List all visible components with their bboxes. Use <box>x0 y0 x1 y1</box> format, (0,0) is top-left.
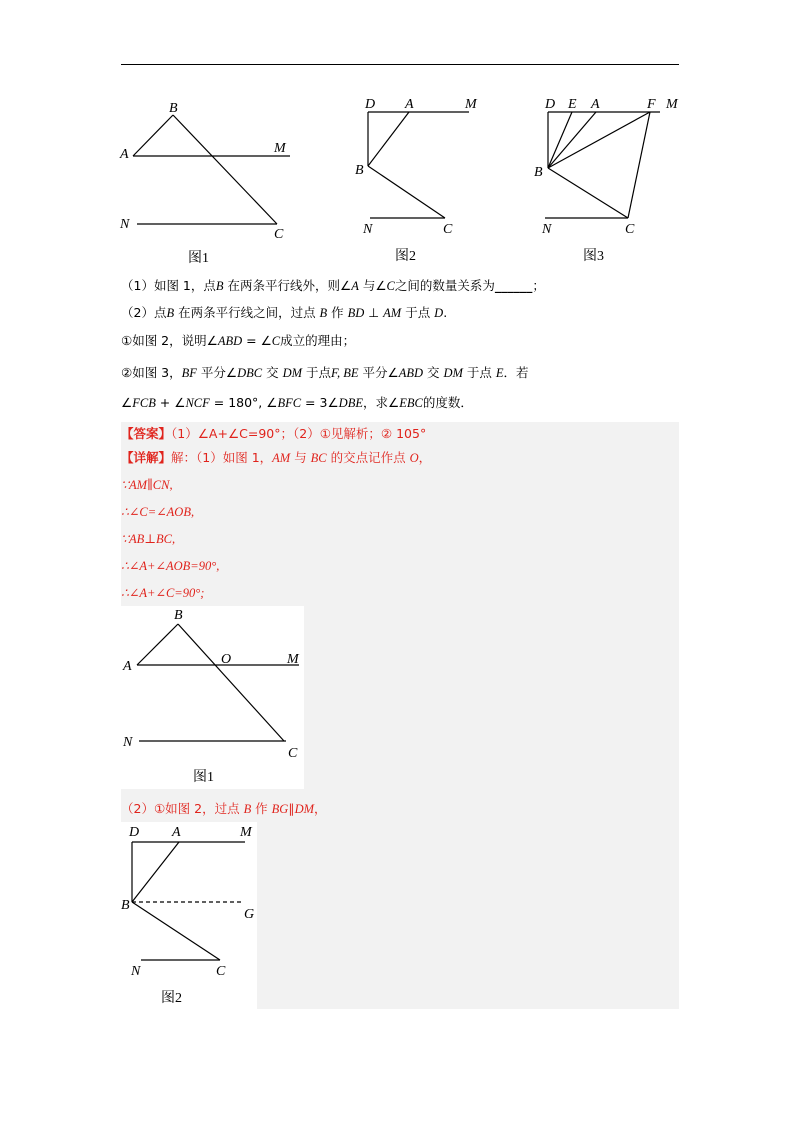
label-B: B <box>355 163 364 178</box>
label-D: D <box>545 97 556 112</box>
question-part2-sub1: ①如图 2，说明∠ABD = ∠C成立的理由； <box>121 333 356 348</box>
label-C: C <box>274 227 284 242</box>
label-B: B <box>534 165 543 180</box>
label-A: A <box>405 97 414 112</box>
answer-line: 【答案】（1）∠A+∠C=90°；（2）①见解析；② 105° <box>121 426 427 441</box>
caption-answer-fig2: 图2 <box>161 991 182 1006</box>
proof-step-2: ∴∠C=∠AOB, <box>121 505 195 519</box>
label-O: O <box>221 652 232 667</box>
label-D: D <box>365 97 376 112</box>
proof-step-1: ∵AM∥CN, <box>121 478 173 492</box>
question-part2-sub2-cont: ∠FCB + ∠NCF = 180°, ∠BFC = 3∠DBE，求∠EBC的度数． <box>121 395 473 410</box>
label-B: B <box>121 898 130 913</box>
part2-line: （2）①如图 2，过点 B 作 BG∥DM， <box>121 801 327 816</box>
label-F: F <box>647 97 656 112</box>
proof-step-3: ∵AB⊥BC, <box>121 532 176 546</box>
question-part2: （2）点B 在两条平行线之间，过点 B 作 BD ⊥ AM 于点 D. <box>121 305 448 320</box>
question-part1: （1）如图 1，点B 在两条平行线外，则∠A 与∠C之间的数量关系为______； <box>121 278 545 293</box>
label-C: C <box>625 222 635 237</box>
detail-line: 【详解】解：（1）如图 1，AM 与 BC 的交点记作点 O， <box>121 450 432 465</box>
answer-tag: 【答案】 <box>121 426 172 441</box>
answer-blank: ______ <box>494 278 533 293</box>
question-part2-sub2: ②如图 3，BF 平分∠DBC 交 DM 于点F, BE 平分∠ABD 交 DM 于点 E．若 <box>121 365 529 380</box>
caption-answer-fig1: 图1 <box>193 770 214 785</box>
label-N: N <box>131 964 141 979</box>
label-A: A <box>591 97 600 112</box>
label-C: C <box>288 746 298 761</box>
caption-fig2: 图2 <box>395 249 416 264</box>
label-A: A <box>123 659 132 674</box>
label-D: D <box>129 825 140 840</box>
caption-fig3: 图3 <box>583 249 604 264</box>
label-N: N <box>542 222 552 237</box>
label-B: B <box>174 608 183 623</box>
figure-3 <box>530 92 685 267</box>
label-C: C <box>443 222 453 237</box>
label-M: M <box>240 825 252 840</box>
label-M: M <box>465 97 477 112</box>
answer-figure-1 <box>121 606 304 789</box>
label-A: A <box>120 147 129 162</box>
figure-1 <box>115 100 300 270</box>
label-A: A <box>172 825 181 840</box>
proof-step-5: ∴∠A+∠C=90°; <box>121 586 205 600</box>
detail-tag: 【详解】 <box>121 450 172 465</box>
proof-step-4: ∴∠A+∠AOB=90°, <box>121 559 220 573</box>
label-M: M <box>274 141 286 156</box>
label-N: N <box>120 217 130 232</box>
label-N: N <box>363 222 373 237</box>
answer-figure-2 <box>121 822 257 1009</box>
label-B: B <box>169 101 178 116</box>
label-C: C <box>216 964 226 979</box>
top-rule <box>121 64 679 65</box>
label-G: G <box>244 907 255 922</box>
label-N: N <box>123 735 133 750</box>
caption-fig1: 图1 <box>188 251 209 266</box>
figure-2 <box>355 92 485 267</box>
label-M: M <box>287 652 299 667</box>
label-M: M <box>666 97 678 112</box>
label-E: E <box>568 97 577 112</box>
